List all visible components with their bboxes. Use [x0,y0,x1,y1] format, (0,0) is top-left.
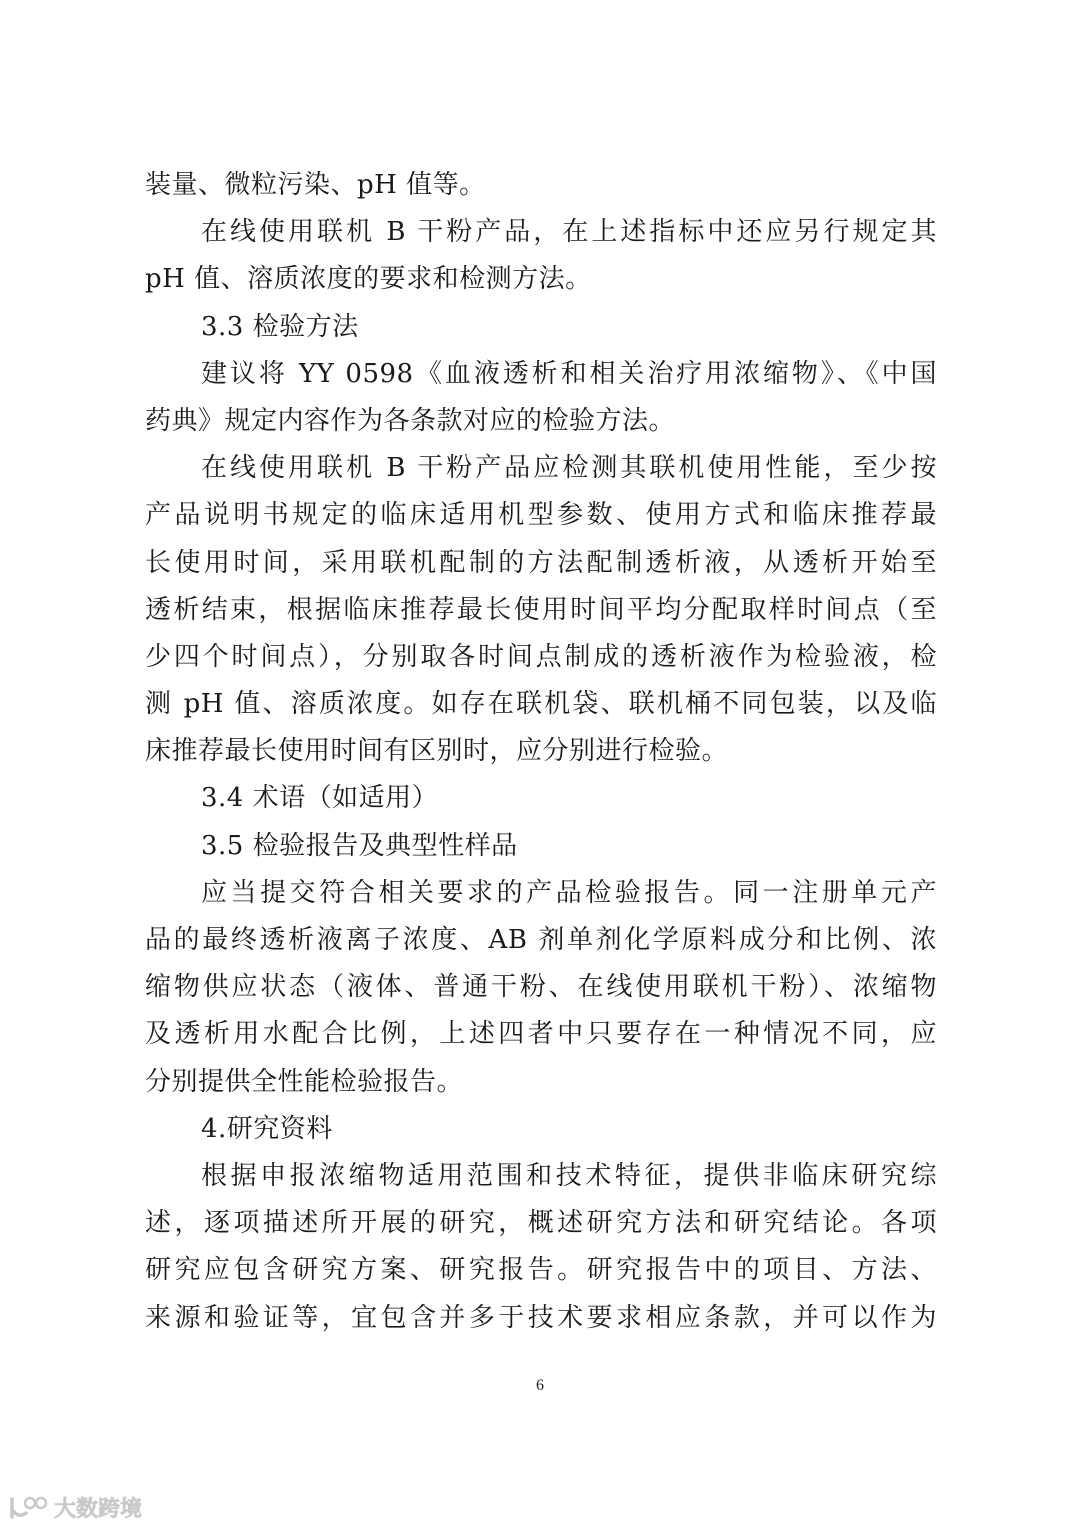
section-heading: 3.5 检验报告及典型性样品 [201,830,518,861]
text-line: 在线使用联机 B 干粉产品应检测其联机使用性能，至少按 [201,453,937,484]
section-heading: 4.研究资料 [201,1113,333,1144]
100-logo-icon [8,1495,48,1521]
text-line: 测 pH 值、溶质浓度。如存在联机袋、联机桶不同包装，以及临 [145,689,937,720]
text-line: 品的最终透析液离子浓度、AB 剂单剂化学原料成分和比例、浓 [145,925,937,955]
page-number: 6 [536,1377,544,1394]
text-line: 药典》规定内容作为各条款对应的检验方法。 [145,405,676,436]
text-line: 产品说明书规定的临床适用机型参数、使用方式和临床推荐最 [145,500,937,531]
text-line: 在线使用联机 B 干粉产品，在上述指标中还应另行规定其 [201,217,937,248]
text-line: 装量、微粒污染、pH 值等。 [145,170,486,200]
text-line: pH 值、溶质浓度的要求和检测方法。 [145,264,592,295]
text-line: 建议将 YY 0598《血液透析和相关治疗用浓缩物》、《中国 [201,358,937,389]
document-body [145,162,937,1342]
text-line: 长使用时间，采用联机配制的方法配制透析液，从透析开始至 [145,547,937,578]
text-line: 少四个时间点），分别取各时间点制成的透析液作为检验液，检 [145,641,937,672]
text-line: 研究应包含研究方案、研究报告。研究报告中的项目、方法、 [145,1255,937,1286]
watermark [8,1492,142,1523]
text-line: 根据申报浓缩物适用范围和技术特征，提供非临床研究综 [201,1160,937,1191]
section-heading: 3.4 术语（如适用） [201,783,439,814]
section-heading: 3.3 检验方法 [201,311,359,342]
text-line: 及透析用水配合比例，上述四者中只要存在一种情况不同，应 [145,1019,937,1050]
text-line: 述，逐项描述所开展的研究，概述研究方法和研究结论。各项 [145,1208,937,1239]
text-line: 透析结束，根据临床推荐最长使用时间平均分配取样时间点（至 [145,594,937,625]
text-line: 来源和验证等，宜包含并多于技术要求相应条款，并可以作为 [145,1302,937,1333]
text-line: 应当提交符合相关要求的产品检验报告。同一注册单元产 [201,877,937,908]
text-line: 分别提供全性能检验报告。 [145,1066,464,1097]
watermark-text: 大数跨境 [54,1497,143,1522]
text-line: 缩物供应状态（液体、普通干粉、在线使用联机干粉）、浓缩物 [145,972,937,1003]
text-line: 床推荐最长使用时间有区别时，应分别进行检验。 [145,736,729,767]
